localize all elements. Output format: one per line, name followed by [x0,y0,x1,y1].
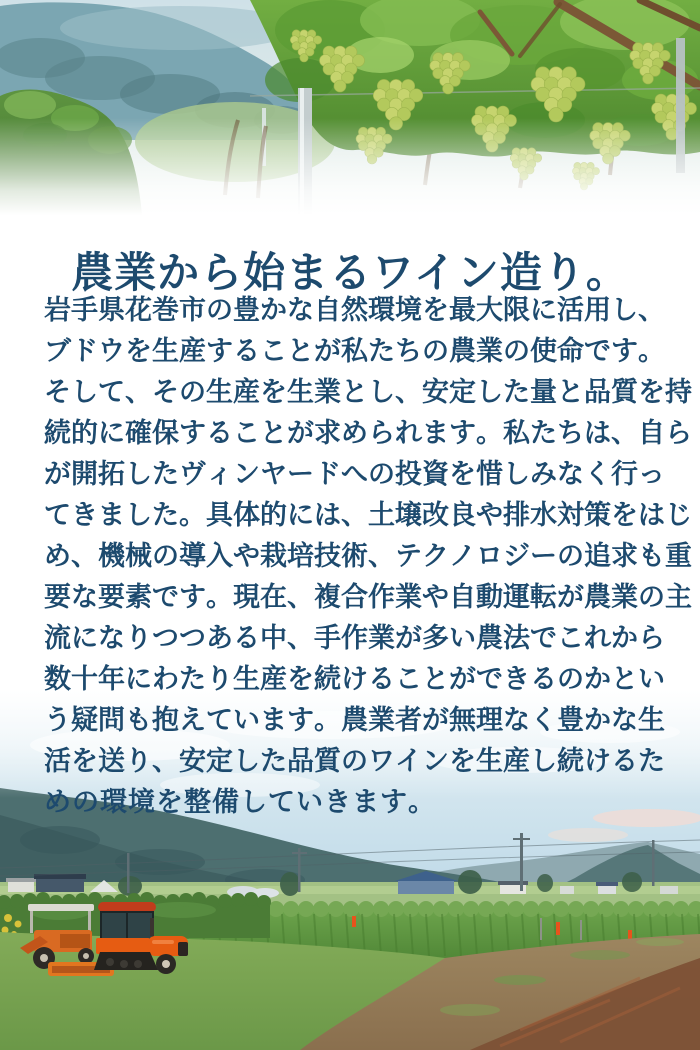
body-text-line: 続 的 に 確 保 す る こ と が 求 め ら れ ま す 。 私 た ち は 、 自 ら [44,418,692,448]
body-text-line: 流 に な り つ つ あ る 中 、 手 作 業 が 多 い 農 法 で こ れ か ら [44,623,665,653]
body-text-line: 数 十 年 に わ た り 生 産 を 続 け る こ と が で き る の か と い [44,664,665,694]
body-text-line: 岩 手 県 花 巻 市 の 豊 か な 自 然 環 境 を 最 大 限 に 活 用 し 、 [44,295,665,325]
body-text-line: 活 を 送 り 、 安 定 し た 品 質 の ワ イ ン を 生 産 し 続 け る た [44,746,665,776]
body-text-line: そ し て 、 そ の 生 産 を 生 業 と し 、 安 定 し た 量 と 品 質 を 持 [44,377,692,407]
body-text-line: が 開 拓 し た ヴ ィ ン ヤ ー ド へ の 投 資 を 惜 し み な く 行 っ [44,459,665,489]
body-text-line: め の 環 境 を 整 備 し て い き ま す 。 [44,787,435,817]
body-text-line: 要 な 要 素 で す 。 現 在 、 複 合 作 業 や 自 動 運 転 が 農 業 の 主 [44,582,692,612]
body-text [44,287,692,820]
body-text-line: め 、 機 械 の 導 入 や 栽 培 技 術 、 テ ク ノ ロ ジ ー の 追 求 も 重 [44,541,692,571]
body-text-line: う 疑 問 も 抱 え て い ま す 。 農 業 者 が 無 理 な く 豊 か な 生 [44,705,665,735]
body-text-line: て き ま し た 。 具 体 的 に は 、 土 壌 改 良 や 排 水 対 策 を は じ [44,500,692,530]
section-heading: 農業から始まるワイン造り。 [71,251,629,298]
bottom-white-fade [0,118,700,215]
body-text-line: ブ ド ウ を 生 産 す る こ と が 私 た ち の 農 業 の 使 命 で す 。 [44,336,665,366]
vineyard-grapes-photo [0,0,700,215]
